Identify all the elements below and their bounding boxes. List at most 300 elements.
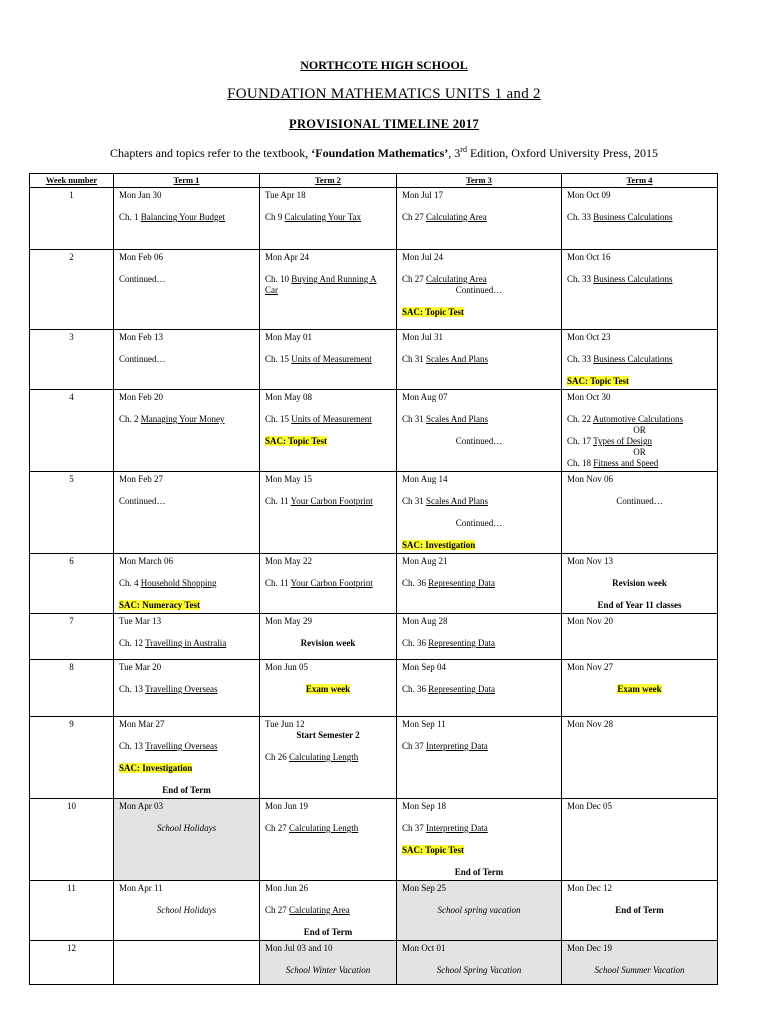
centered-note: OR [633, 425, 646, 435]
term-3-cell [397, 881, 562, 941]
chapter-number: Ch 27 [265, 905, 290, 915]
term-1-cell [114, 660, 260, 717]
text: Mon Aug 14 [402, 474, 448, 484]
exam-week-line [265, 684, 391, 695]
centered-note: Continued… [455, 518, 503, 528]
date-line [402, 190, 556, 201]
event-note: End of Year 11 classes [597, 600, 682, 610]
header-term-1: Term 1 [114, 174, 260, 188]
text: Mon Jun 19 [265, 801, 309, 811]
text: Mon May 29 [265, 616, 312, 626]
spacer [567, 589, 712, 600]
chapter-topic: Interpreting Data [426, 741, 488, 751]
chapter-number: Ch 37 [402, 741, 427, 751]
event-note: Start Semester 2 [296, 730, 360, 740]
chapter-number: Ch. 4 [119, 578, 141, 588]
table-row [30, 941, 718, 985]
week-number-cell: 9 [30, 717, 114, 799]
term-3-cell [397, 799, 562, 881]
term-4-cell [562, 717, 718, 799]
spacer [119, 343, 254, 354]
spacer [402, 296, 556, 307]
term-2-cell [260, 188, 397, 250]
date-line [119, 801, 254, 812]
chapter-number: Ch 26 [265, 752, 290, 762]
text: Mon Feb 20 [119, 392, 164, 402]
chapter-topic: Interpreting Data [426, 823, 488, 833]
date-line [119, 252, 254, 263]
spacer [402, 529, 556, 540]
chapter-topic: Representing Data [428, 578, 495, 588]
spacer [119, 485, 254, 496]
sac-highlight: SAC: Topic Test [402, 845, 465, 855]
chapter-line [402, 741, 556, 752]
spacer [402, 485, 556, 496]
spacer [119, 201, 254, 212]
table-row [30, 188, 718, 250]
term-1-cell [114, 941, 260, 985]
sac-line [402, 307, 556, 318]
spacer [402, 567, 556, 578]
spacer [567, 403, 712, 414]
spacer [265, 263, 391, 274]
intro-after: Edition, Oxford University Press, 2015 [466, 146, 658, 160]
text: Mon May 08 [265, 392, 312, 402]
text: Mon Jan 30 [119, 190, 162, 200]
spacer [402, 834, 556, 845]
date-line [402, 474, 556, 485]
table-row [30, 250, 718, 330]
chapter-line [402, 414, 556, 425]
header-week-number: Week number [30, 174, 114, 188]
term-1-cell [114, 799, 260, 881]
text: Mon Nov 20 [567, 616, 614, 626]
date-line [567, 883, 712, 894]
chapter-line [265, 823, 391, 834]
week-number-cell: 6 [30, 554, 114, 614]
date-line [402, 883, 556, 894]
term-1-cell [114, 330, 260, 390]
text: Mon Oct 16 [567, 252, 611, 262]
text: Continued… [119, 496, 166, 506]
chapter-line [402, 274, 556, 285]
holiday-note: School Holidays [156, 823, 217, 833]
date-line [265, 883, 391, 894]
spacer [567, 567, 712, 578]
chapter-number: Ch 37 [402, 823, 427, 833]
date-line [567, 719, 712, 730]
spacer [567, 343, 712, 354]
centered-note: Continued… [616, 496, 663, 506]
sac-line [119, 600, 254, 611]
chapter-number: Ch 31 [402, 496, 427, 506]
chapter-line [567, 274, 712, 285]
chapter-line [402, 578, 556, 589]
chapter-line [567, 414, 712, 425]
spacer [402, 627, 556, 638]
spacer [119, 673, 254, 684]
spacer [567, 263, 712, 274]
spacer [119, 730, 254, 741]
spacer [119, 627, 254, 638]
chapter-topic: Balancing Your Budget [140, 212, 226, 222]
spacer [119, 774, 254, 785]
sac-line [265, 436, 391, 447]
term-3-cell [397, 250, 562, 330]
chapter-number: Ch. 36 [402, 638, 429, 648]
spacer [265, 954, 391, 965]
sac-highlight: SAC: Investigation [119, 763, 193, 773]
term-3-cell [397, 941, 562, 985]
term-4-cell [562, 250, 718, 330]
term-3-cell [397, 188, 562, 250]
date-line [402, 719, 556, 730]
date-line [567, 392, 712, 403]
text: Mon Jul 24 [402, 252, 444, 262]
chapter-number: Ch. 22 [567, 414, 593, 424]
chapter-number: Ch. 12 [119, 638, 146, 648]
spacer [402, 201, 556, 212]
chapter-number: Ch. 2 [119, 414, 141, 424]
chapter-line [402, 823, 556, 834]
table-row [30, 717, 718, 799]
chapter-topic: Scales And Plans [426, 414, 489, 424]
chapter-topic: Units of Measurement [291, 414, 372, 424]
date-line [119, 556, 254, 567]
spacer [119, 752, 254, 763]
text: Mon Feb 27 [119, 474, 164, 484]
spacer [119, 812, 254, 823]
sac-line [119, 763, 254, 774]
date-line [119, 474, 254, 485]
term-4-cell [562, 799, 718, 881]
sac-highlight: SAC: Topic Test [402, 307, 465, 317]
chapter-topic: Travelling Overseas [145, 684, 218, 694]
text: Mon March 06 [119, 556, 173, 566]
text: Tue Jun 12 [265, 719, 305, 729]
date-line [567, 943, 712, 954]
text: Mon Dec 05 [567, 801, 612, 811]
text: Mon Oct 30 [567, 392, 611, 402]
chapter-number: Ch. 13 [119, 741, 146, 751]
exam-week-highlight: Exam week [617, 684, 662, 694]
table-row [30, 660, 718, 717]
text: Mon Jul 31 [402, 332, 444, 342]
table-row [30, 554, 718, 614]
event-note: End of Term [454, 867, 504, 877]
chapter-topic: Calculating Area [289, 905, 350, 915]
chapter-number: Ch. 13 [119, 684, 146, 694]
chapter-line [265, 212, 391, 223]
chapter-topic: Travelling Overseas [145, 741, 218, 751]
text: Mon Mar 27 [119, 719, 165, 729]
chapter-line [265, 752, 391, 763]
chapter-topic: Fitness and Speed [593, 458, 659, 468]
chapter-line [265, 354, 391, 365]
spacer [265, 741, 391, 752]
text: Mon Oct 23 [567, 332, 611, 342]
date-line [119, 883, 254, 894]
table-header-row [30, 174, 718, 188]
date-line [119, 662, 254, 673]
date-line [119, 354, 254, 365]
chapter-line [402, 496, 556, 507]
week-number-cell: 1 [30, 188, 114, 250]
chapter-topic: Calculating Area [426, 274, 487, 284]
week-number-cell: 3 [30, 330, 114, 390]
text: Mon Aug 07 [402, 392, 448, 402]
spacer [265, 627, 391, 638]
spacer [265, 894, 391, 905]
term-2-cell [260, 799, 397, 881]
week-number-cell: 5 [30, 472, 114, 554]
intro-mid: , 3 [448, 146, 461, 160]
chapter-line [265, 274, 391, 296]
holiday-note: School Spring Vacation [436, 965, 522, 975]
spacer [119, 567, 254, 578]
centered-note: Continued… [455, 285, 503, 295]
event-note: End of Term [615, 905, 664, 915]
table-row [30, 881, 718, 941]
week-number-cell: 4 [30, 390, 114, 472]
spacer [402, 954, 556, 965]
text: Mon Apr 03 [119, 801, 164, 811]
date-line [265, 943, 391, 954]
text: Mon May 22 [265, 556, 312, 566]
chapter-topic: Business Calculations [593, 274, 673, 284]
spacer [119, 589, 254, 600]
term-1-cell [114, 881, 260, 941]
sac-line [567, 376, 712, 387]
date-line [119, 332, 254, 343]
table-body [30, 188, 718, 985]
chapter-topic: Managing Your Money [140, 414, 225, 424]
chapter-line [567, 458, 712, 469]
spacer [402, 425, 556, 436]
date-line [567, 616, 712, 627]
term-2-cell [260, 660, 397, 717]
text: Mon Dec 19 [567, 943, 612, 953]
date-line [265, 801, 391, 812]
chapter-number: Ch. 17 [567, 436, 594, 446]
text: Mon Apr 11 [119, 883, 163, 893]
chapter-topic: Household Shopping [140, 578, 217, 588]
date-line [265, 474, 391, 485]
term-4-cell [562, 554, 718, 614]
chapter-line [402, 212, 556, 223]
spacer [119, 894, 254, 905]
text: Mon May 01 [265, 332, 312, 342]
chapter-line [567, 436, 712, 447]
holiday-note: School Winter Vacation [285, 965, 371, 975]
centered-note: Continued… [455, 436, 503, 446]
date-line [402, 556, 556, 567]
table-row [30, 390, 718, 472]
term-3-cell [397, 330, 562, 390]
centered-note: OR [633, 447, 646, 457]
chapter-topic: Scales And Plans [426, 496, 489, 506]
term-2-cell [260, 717, 397, 799]
date-line [567, 332, 712, 343]
date-line [265, 392, 391, 403]
term-3-cell [397, 554, 562, 614]
term-4-cell [562, 188, 718, 250]
date-line [567, 252, 712, 263]
chapter-line [119, 212, 254, 223]
spacer [265, 343, 391, 354]
date-line [567, 556, 712, 567]
chapter-number: Ch 31 [402, 354, 427, 364]
chapter-number: Ch. 33 [567, 212, 594, 222]
table-row [30, 799, 718, 881]
term-4-cell [562, 614, 718, 660]
chapter-number: Ch 31 [402, 414, 427, 424]
chapter-line [265, 496, 391, 507]
date-line [265, 556, 391, 567]
chapter-topic: Travelling in Australia [145, 638, 227, 648]
chapter-number: Ch. 11 [265, 496, 291, 506]
spacer [265, 485, 391, 496]
date-line [567, 190, 712, 201]
date-line [265, 332, 391, 343]
term-4-cell [562, 390, 718, 472]
date-line [119, 616, 254, 627]
term-3-cell [397, 660, 562, 717]
spacer [567, 485, 712, 496]
chapter-line [567, 212, 712, 223]
sac-highlight: SAC: Topic Test [265, 436, 328, 446]
chapter-number: Ch 9 [265, 212, 285, 222]
week-number-cell: 8 [30, 660, 114, 717]
week-number-cell: 11 [30, 881, 114, 941]
term-2-cell [260, 554, 397, 614]
term-1-cell [114, 614, 260, 660]
date-line [402, 801, 556, 812]
term-3-cell [397, 390, 562, 472]
spacer [402, 403, 556, 414]
text: Mon Nov 28 [567, 719, 614, 729]
spacer [265, 673, 391, 684]
text: Mon Oct 09 [567, 190, 611, 200]
chapter-topic: Business Calculations [593, 354, 673, 364]
event-note: End of Term [162, 785, 211, 795]
chapter-line [119, 578, 254, 589]
chapter-topic: Calculating Your Tax [284, 212, 361, 222]
text: Mon Jul 17 [402, 190, 444, 200]
chapter-topic: Units of Measurement [291, 354, 372, 364]
date-line [402, 392, 556, 403]
course-title: FOUNDATION MATHEMATICS UNITS 1 and 2 [227, 86, 541, 102]
date-line [402, 332, 556, 343]
week-number-cell: 2 [30, 250, 114, 330]
text: Tue Mar 13 [119, 616, 162, 626]
term-1-cell [114, 554, 260, 614]
spacer [402, 343, 556, 354]
text: Mon Sep 18 [402, 801, 447, 811]
date-line [567, 662, 712, 673]
text: Tue Apr 18 [265, 190, 306, 200]
holiday-note: School Holidays [156, 905, 217, 915]
spacer [402, 812, 556, 823]
chapter-number: Ch. 33 [567, 274, 594, 284]
chapter-number: Ch. 36 [402, 578, 429, 588]
spacer [265, 916, 391, 927]
chapter-line [265, 905, 391, 916]
text: Mon Jul 03 and 10 [265, 943, 333, 953]
chapter-number: Ch 27 [402, 212, 427, 222]
exam-week-line [567, 684, 712, 695]
textbook-title: ‘Foundation Mathematics’ [311, 146, 449, 160]
term-4-cell [562, 660, 718, 717]
text: Mon Aug 21 [402, 556, 448, 566]
date-line [402, 616, 556, 627]
chapter-line [402, 684, 556, 695]
chapter-topic: Buying And Running A Car [265, 274, 377, 295]
spacer [119, 263, 254, 274]
text: Mon Sep 25 [402, 883, 447, 893]
chapter-number: Ch. 15 [265, 354, 292, 364]
chapter-number: Ch 27 [402, 274, 427, 284]
chapter-line [265, 414, 391, 425]
text: Mon Dec 12 [567, 883, 612, 893]
term-3-cell [397, 614, 562, 660]
spacer [402, 673, 556, 684]
term-1-cell [114, 188, 260, 250]
chapter-line [119, 638, 254, 649]
intro-text [0, 145, 768, 161]
week-number-cell: 7 [30, 614, 114, 660]
chapter-topic: Calculating Length [289, 752, 359, 762]
text: Mon Feb 06 [119, 252, 164, 262]
event-note: Revision week [300, 638, 356, 648]
week-number-cell: 10 [30, 799, 114, 881]
spacer [265, 201, 391, 212]
chapter-topic: Types of Design [593, 436, 652, 446]
date-line [265, 190, 391, 201]
chapter-number: Ch. 11 [265, 578, 291, 588]
header-term-3: Term 3 [397, 174, 562, 188]
sac-line [402, 845, 556, 856]
sac-highlight: SAC: Topic Test [567, 376, 630, 386]
chapter-line [119, 741, 254, 752]
week-number-cell: 12 [30, 941, 114, 985]
term-4-cell [562, 941, 718, 985]
chapter-topic: Automotive Calculations [592, 414, 684, 424]
edition-suffix: rd [460, 145, 467, 154]
spacer [567, 673, 712, 684]
chapter-topic: Your Carbon Footprint [290, 578, 373, 588]
date-line [119, 392, 254, 403]
spacer [567, 365, 712, 376]
spacer [402, 856, 556, 867]
term-2-cell [260, 472, 397, 554]
table-row [30, 472, 718, 554]
term-3-cell [397, 717, 562, 799]
term-4-cell [562, 472, 718, 554]
sac-line [402, 540, 556, 551]
date-line [119, 274, 254, 285]
date-line [119, 719, 254, 730]
chapter-topic: Calculating Length [289, 823, 359, 833]
chapter-topic: Business Calculations [593, 212, 673, 222]
holiday-note: School Summer Vacation [594, 965, 685, 975]
term-4-cell [562, 330, 718, 390]
date-line [265, 616, 391, 627]
chapter-number: Ch. 1 [119, 212, 141, 222]
chapter-number: Ch. 15 [265, 414, 292, 424]
term-2-cell [260, 250, 397, 330]
chapter-line [119, 414, 254, 425]
